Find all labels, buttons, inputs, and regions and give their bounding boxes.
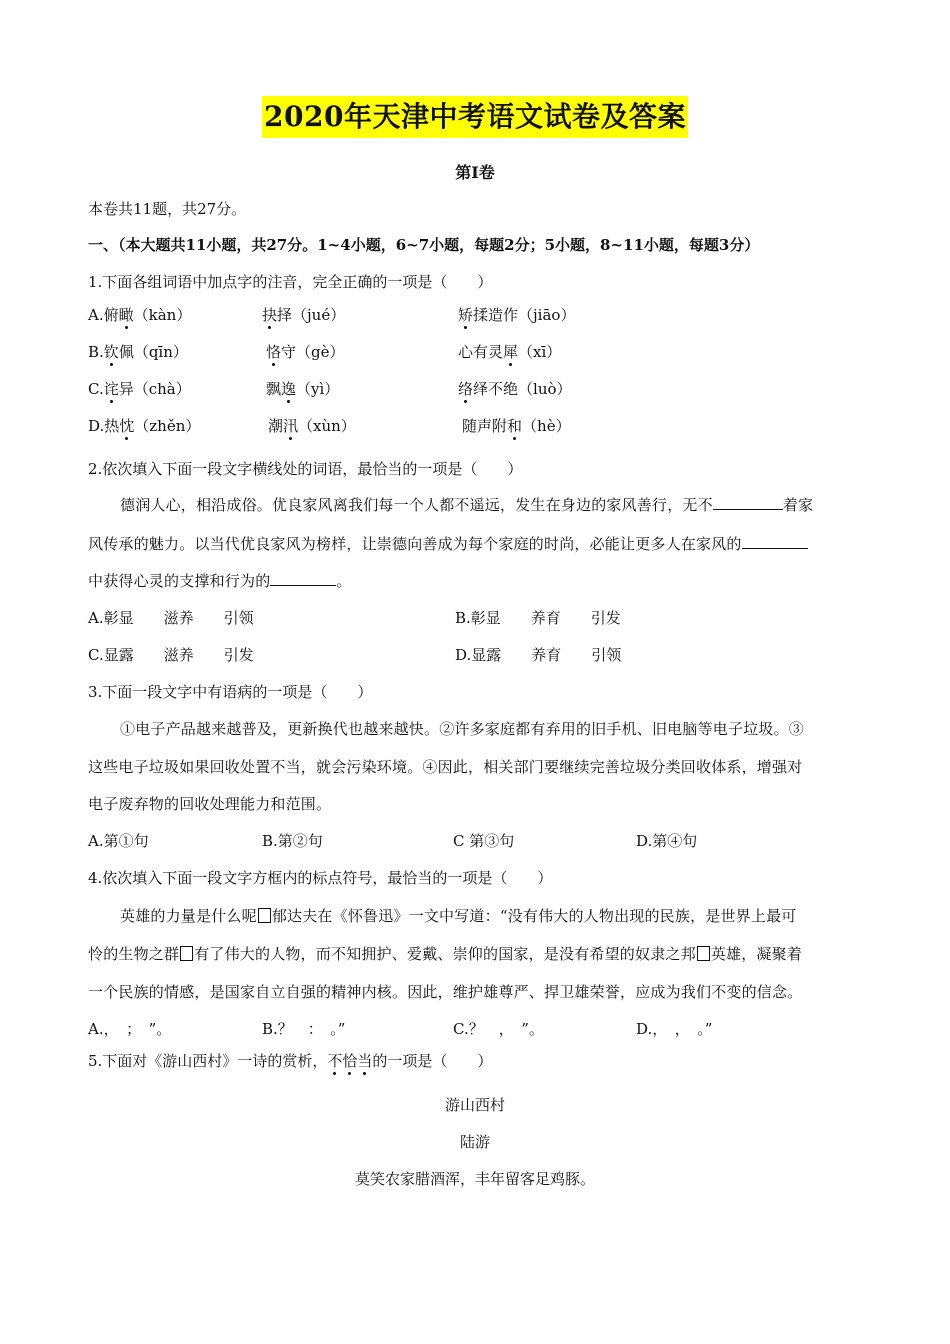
q2-p3-text: 中获得心灵的支撑和行为的 — [88, 572, 271, 590]
q2-p2-text: 风传承的魅力。以当代优良家风为榜样，让崇德向善成为每个家庭的时尚，必能让更多人在家风的 — [88, 535, 742, 553]
q1-d-3: 随声附和（hè） — [462, 417, 571, 435]
q2-option-d: D.显露 养育 引领 — [455, 646, 622, 664]
poem-title: 游山西村 — [444, 1096, 505, 1114]
q4-stem: 4.依次填入下面一段文字方框内的标点符号，最恰当的一项是（ ） — [88, 869, 553, 887]
intro-text: 本卷共11题，共27分。 — [88, 200, 247, 218]
q4-option-d: D.， ， 。” — [636, 1020, 713, 1038]
q5-stem-emphasis — [327, 1052, 372, 1070]
q1-c-3: 络绎不绝（luò） — [458, 380, 572, 398]
document-title: 2020年天津中考语文试卷及答案 — [262, 96, 688, 138]
q4-option-a: A.， ； ”。 — [88, 1020, 172, 1038]
q4-p1a: 英雄的力量是什么呢 — [120, 907, 257, 925]
part-heading: 一、（本大题共11小题，共27分。1~4小题，6~7小题，每题2分；5小题，8~11小题，每题3分） — [88, 236, 760, 254]
poem-line-1: 莫笑农家腊酒浑，丰年留客足鸡豚。 — [354, 1170, 595, 1188]
q3-option-d: D.第④句 — [636, 832, 698, 850]
q1-b-1: B.钦佩（qīn） — [88, 343, 188, 361]
q2-passage-line1 — [120, 494, 813, 516]
q2-p1-text: 德润人心，相沿成俗。优良家风离我们每一个人都不遥远，发生在身边的家风善行，无不 — [120, 496, 713, 514]
q2-passage-line3 — [88, 570, 352, 592]
q1-a-1: A.俯瞰（kàn） — [88, 306, 192, 324]
q2-option-c: C.显露 滋养 引发 — [88, 646, 254, 664]
q4-p2c: 英雄，凝聚着 — [710, 945, 803, 963]
q3-stem: 3.下面一段文字中有语病的一项是（ ） — [88, 683, 373, 701]
q2-blank-2 — [742, 534, 808, 549]
q2-option-a: A.彰显 滋养 引领 — [88, 609, 254, 627]
q4-passage-line3: 一个民族的情感，是国家自立自强的精神内核。因此，维护雄尊严、捍卫雄荣誉，应成为我们不变的信念。 — [88, 983, 803, 1001]
q5-stem-b: 的一项是（ ） — [372, 1052, 493, 1070]
q5-stem — [88, 1050, 492, 1072]
q1-a-2: 抉择（jué） — [262, 306, 346, 324]
q4-p2b: 有了伟大的人物，而不知拥护、爱戴、崇仰的国家，是没有希望的奴隶之邦 — [194, 945, 696, 963]
q1-b-2: 恪守（gè） — [266, 343, 345, 361]
q3-option-a: A.第①句 — [88, 832, 149, 850]
q3-passage-line2: 这些电子垃圾如果回收处置不当，就会污染环境。④因此，相关部门要继续完善垃圾分类回收体系，增强对 — [88, 758, 803, 776]
q1-d-2: 潮汛（xùn） — [268, 417, 356, 435]
punct-box-3 — [697, 946, 710, 961]
q1-c-1: C.诧异（chà） — [88, 380, 191, 398]
q1-b-3: 心有灵犀（xī） — [458, 343, 562, 361]
poem-author: 陆游 — [459, 1133, 490, 1151]
q4-option-b: B.？ ： 。” — [262, 1020, 346, 1038]
emphasis-char: 不 — [327, 1052, 343, 1070]
q2-blank-1 — [713, 495, 783, 510]
q3-passage-line3: 电子废弃物的回收处理能力和范围。 — [88, 795, 332, 813]
q2-stem: 2.依次填入下面一段文字横线处的词语，最恰当的一项是（ ） — [88, 460, 523, 478]
punct-box-2 — [180, 946, 193, 961]
q4-option-c: C.？ ， ”。 — [453, 1020, 544, 1038]
q3-option-b: B.第②句 — [262, 832, 323, 850]
q5-stem-a: 5.下面对《游山西村》一诗的赏析， — [88, 1052, 328, 1070]
q3-option-c: C 第③句 — [453, 832, 515, 850]
q2-passage-line2 — [88, 533, 808, 555]
q2-option-b: B.彰显 养育 引发 — [455, 609, 621, 627]
q3-passage-line1: ①电子产品越来越普及，更新换代也越来越快。②许多家庭都有弃用的旧手机、旧电脑等电子垃圾。③ — [120, 720, 805, 738]
q4-passage-line2 — [88, 943, 802, 965]
punct-box-1 — [258, 908, 271, 923]
q1-c-2: 飘逸（yì） — [266, 380, 340, 398]
q1-stem: 1.下面各组词语中加点字的注音，完全正确的一项是（ ） — [88, 273, 493, 291]
q2-blank-3 — [270, 571, 336, 586]
q4-p2a: 怜的生物之群 — [88, 945, 180, 963]
section-title: 第Ⅰ卷 — [455, 163, 495, 182]
q1-d-1: D.热忱（zhěn） — [88, 417, 201, 435]
document-title-wrap — [0, 96, 950, 138]
q4-p1b: 郁达夫在《怀鲁迅》一文中写道：“没有伟大的人物出现的民族，是世界上最可 — [271, 907, 797, 925]
q2-p3-end: 。 — [336, 572, 352, 590]
q4-passage-line1 — [120, 905, 797, 927]
emphasis-char: 当 — [357, 1052, 373, 1070]
q1-a-3: 矫揉造作（jiāo） — [458, 306, 576, 324]
emphasis-char: 恰 — [342, 1052, 358, 1070]
q2-p1-end: 着家 — [782, 496, 814, 514]
